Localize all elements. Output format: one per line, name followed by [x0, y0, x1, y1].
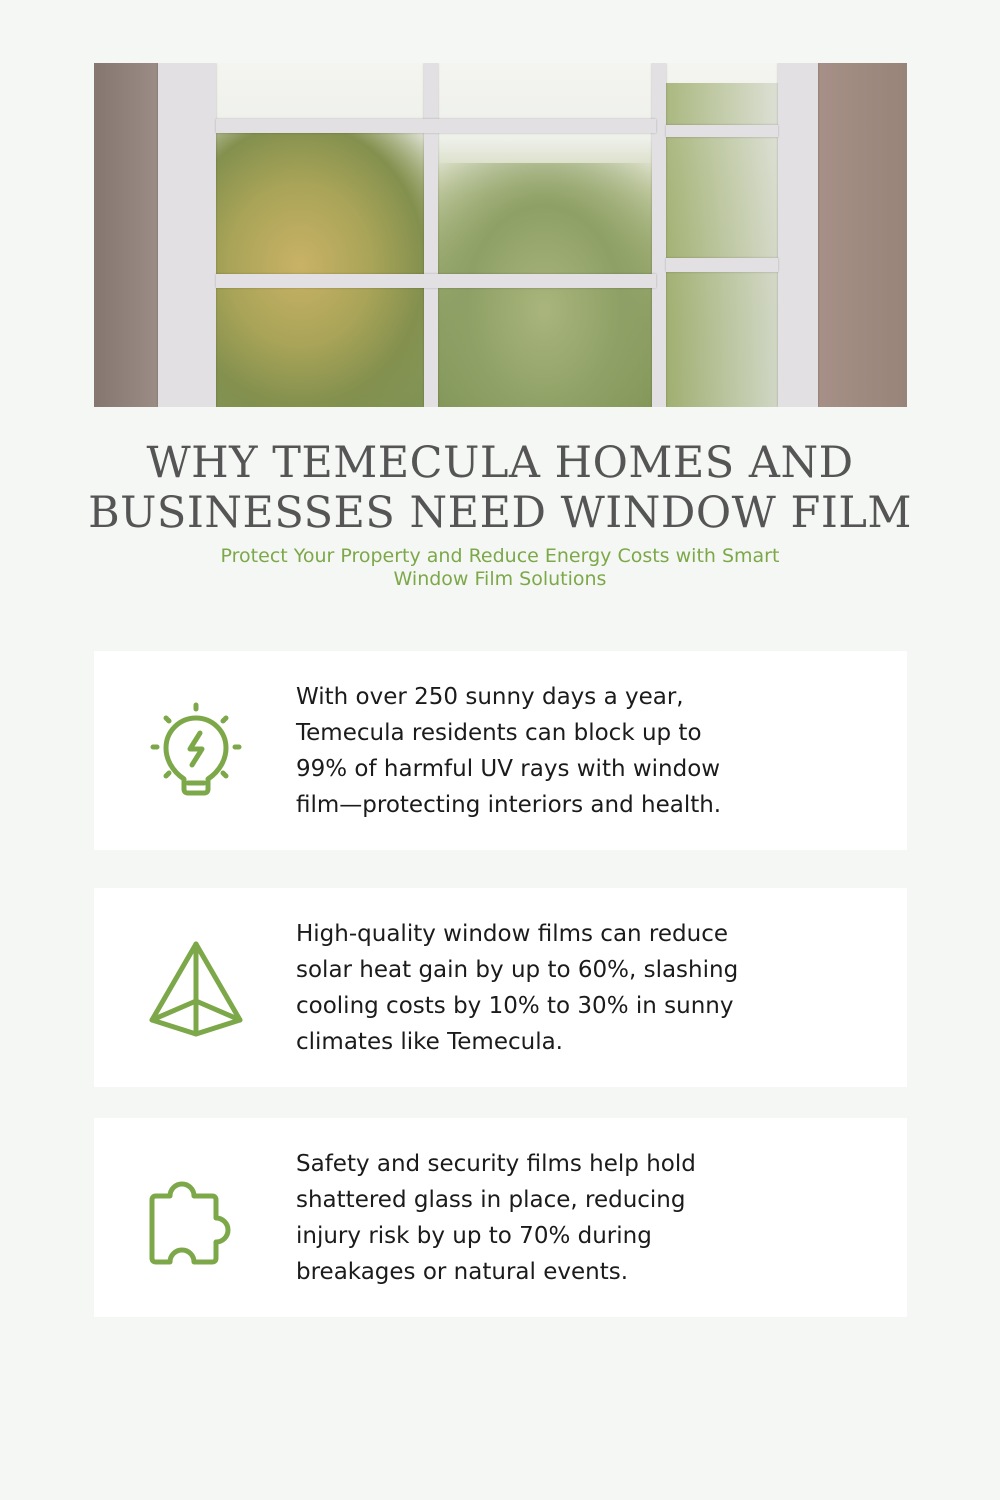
- page-title: [0, 438, 1000, 538]
- trees-left: [216, 123, 426, 407]
- pyramid-icon: [144, 938, 249, 1038]
- page-subtitle: [0, 545, 1000, 591]
- fact-line: film—protecting interiors and health.: [296, 792, 722, 818]
- fact-line: 99% of harmful UV rays with window: [296, 756, 721, 782]
- hero-window-image: [94, 63, 907, 407]
- wall-right: [817, 63, 907, 407]
- fact-line: Safety and security films help hold: [296, 1151, 696, 1177]
- puzzle-piece-icon: [144, 1168, 249, 1268]
- fact-card-safety: [94, 1118, 907, 1317]
- subtitle-line-2: Window Film Solutions: [393, 568, 607, 590]
- fact-line: shattered glass in place, reducing: [296, 1187, 686, 1213]
- fact-line: solar heat gain by up to 60%, slashing: [296, 957, 739, 983]
- mullion-horizontal: [216, 119, 656, 133]
- fact-text: [296, 1146, 806, 1290]
- fact-line: climates like Temecula.: [296, 1029, 563, 1055]
- fact-line: High-quality window films can reduce: [296, 921, 729, 947]
- subtitle-line-1: Protect Your Property and Reduce Energy Costs with Smart: [220, 545, 780, 567]
- fact-line: Temecula residents can block up to: [296, 720, 702, 746]
- fact-card-solar-heat: [94, 888, 907, 1087]
- fact-line: cooling costs by 10% to 30% in sunny: [296, 993, 734, 1019]
- frame-right-stile: [778, 63, 818, 407]
- title-line-1: WHY TEMECULA HOMES AND: [146, 438, 854, 488]
- title-line-2: BUSINESSES NEED WINDOW FILM: [88, 488, 912, 538]
- mullion-vertical: [424, 63, 438, 407]
- mullion-horizontal: [216, 274, 656, 288]
- fact-text: [296, 916, 806, 1060]
- mullion-horizontal: [666, 125, 778, 137]
- fact-line: With over 250 sunny days a year,: [296, 684, 684, 710]
- lightbulb-bolt-icon: [144, 701, 249, 801]
- fact-line: breakages or natural events.: [296, 1259, 629, 1285]
- fact-line: injury risk by up to 70% during: [296, 1223, 652, 1249]
- fact-card-uv: [94, 651, 907, 850]
- mullion-horizontal: [666, 258, 778, 272]
- wall-left: [94, 63, 158, 407]
- frame-left-stile: [158, 63, 216, 407]
- mullion-vertical: [652, 63, 666, 407]
- fact-text: [296, 679, 806, 823]
